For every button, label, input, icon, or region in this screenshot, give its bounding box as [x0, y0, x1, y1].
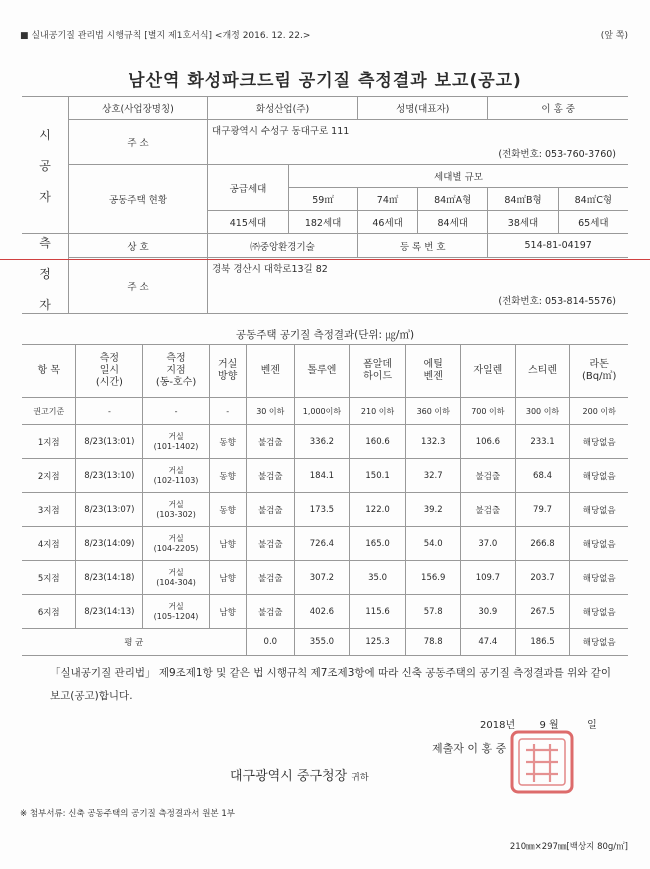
measurer-section-label: 측 정 자 [22, 234, 69, 314]
average-label: 평 균 [22, 629, 246, 656]
results-header-row-cell: 거실 방향 [209, 345, 246, 398]
scan-accent-line [0, 259, 650, 260]
results-header-row-cell: 라돈 (Bq/㎥) [570, 345, 628, 398]
table-row-cell: 거실 (104-2205) [143, 527, 209, 561]
standard-row-cell: - [209, 398, 246, 425]
results-header-row-cell: 항 목 [22, 345, 76, 398]
standard-row-cell: 200 이하 [570, 398, 628, 425]
table-row-cell: 해당없음 [570, 561, 628, 595]
results-header-row-cell: 스티렌 [515, 345, 570, 398]
units-84a: 84세대 [418, 211, 488, 234]
constructor-phone: (전화번호: 053-760-3760) [498, 149, 616, 160]
size-84a: 84㎡A형 [418, 188, 488, 211]
table-row-cell: 160.6 [349, 425, 406, 459]
units-59: 182세대 [289, 211, 358, 234]
table-row-cell: 해당없음 [570, 459, 628, 493]
form-header: ■ 실내공기질 관리법 시행규칙 [별지 제1호서식] <개정 2016. 12. 22.> [20, 31, 311, 41]
housing-status-label: 공동주택 현황 [69, 165, 208, 234]
official-seal-stamp [506, 726, 578, 798]
table-row-cell: 불검출 [246, 425, 295, 459]
table-row-cell: 32.7 [406, 459, 461, 493]
table-row-cell: 336.2 [295, 425, 350, 459]
table-row [22, 595, 628, 629]
size-59: 59㎡ [289, 188, 358, 211]
info-table [22, 96, 628, 314]
standard-row-cell: 210 이하 [349, 398, 406, 425]
average-cell: 125.3 [349, 629, 406, 656]
standard-row-cell: 360 이하 [406, 398, 461, 425]
submitter: 제출자 이 홍 중 [432, 742, 507, 755]
table-row-cell: 173.5 [295, 493, 350, 527]
table-row-cell: 37.0 [461, 527, 516, 561]
table-row-cell: 203.7 [515, 561, 570, 595]
table-row-cell: 8/23(14:13) [76, 595, 143, 629]
table-row-cell: 남향 [209, 527, 246, 561]
page-title: 남산역 화성파크드림 공기질 측정결과 보고(공고) [128, 71, 522, 91]
results-header-row-cell: 자일렌 [461, 345, 516, 398]
constructor-address-value: 대구광역시 수성구 동대구로 111 [212, 126, 350, 137]
results-header-row-cell: 톨루엔 [295, 345, 350, 398]
constructor-address-label: 주 소 [69, 120, 208, 165]
table-row-cell: 거실 (104-304) [143, 561, 209, 595]
units-84c: 65세대 [558, 211, 628, 234]
average-row [22, 629, 628, 656]
constructor-name-value: 화성산업(주) [208, 97, 358, 120]
size-84c: 84㎡C형 [558, 188, 628, 211]
table-row-cell: 122.0 [349, 493, 406, 527]
footnote: ※ 첨부서류: 신축 공동주택의 공기질 측정결과서 원본 1부 [20, 809, 235, 819]
seal-pattern [526, 744, 558, 782]
standard-row-cell: 권고기준 [22, 398, 76, 425]
measurer-name-label: 상 호 [69, 234, 208, 258]
date-year: 2018년 [480, 720, 516, 731]
table-row-cell: 165.0 [349, 527, 406, 561]
measurer-reg-label: 등 록 번 호 [358, 234, 488, 258]
results-header-row-cell: 측정 일시 (시간) [76, 345, 143, 398]
table-row-cell: 726.4 [295, 527, 350, 561]
table-row [22, 425, 628, 459]
table-row-cell: 불검출 [246, 527, 295, 561]
table-row-cell: 54.0 [406, 527, 461, 561]
date-day: 일 [587, 720, 597, 731]
results-header-row-cell: 폼알데 하이드 [349, 345, 406, 398]
standard-row-cell: 300 이하 [515, 398, 570, 425]
table-row-cell: 156.9 [406, 561, 461, 595]
results-title: 공동주택 공기질 측정결과(단위: ㎍/㎥) [235, 329, 415, 341]
standard-row-cell: - [143, 398, 209, 425]
table-row-cell: 402.6 [295, 595, 350, 629]
table-row-cell: 3지점 [22, 493, 76, 527]
table-row-cell: 132.3 [406, 425, 461, 459]
table-row-cell: 267.5 [515, 595, 570, 629]
statement-text: 「실내공기질 관리법」 제9조제1항 및 같은 법 시행규칙 제7조제3항에 따라 신축 공동주택의 공기질 측정결과를 위와 같이 보고(공고)합니다. [50, 667, 612, 702]
results-table [22, 344, 628, 656]
table-row-cell: 115.6 [349, 595, 406, 629]
average-cell: 355.0 [295, 629, 350, 656]
table-row-cell: 거실 (105-1204) [143, 595, 209, 629]
table-row-cell: 106.6 [461, 425, 516, 459]
table-row-cell: 8/23(14:09) [76, 527, 143, 561]
measurer-address-value: 경북 경산시 대학로13길 82 [212, 264, 328, 276]
table-row-cell: 동향 [209, 493, 246, 527]
size-74: 74㎡ [358, 188, 418, 211]
table-row-cell: 불검출 [461, 459, 516, 493]
table-row-cell: 79.7 [515, 493, 570, 527]
table-row-cell: 거실 (102-1103) [143, 459, 209, 493]
table-row-cell: 4지점 [22, 527, 76, 561]
supply-units-label: 공급세대 [208, 165, 289, 211]
standard-row-cell: - [76, 398, 143, 425]
constructor-rep-value: 이 홍 중 [488, 97, 628, 120]
results-header-row-cell: 에틸 벤젠 [406, 345, 461, 398]
table-row-cell: 5지점 [22, 561, 76, 595]
size-84b: 84㎡B형 [488, 188, 558, 211]
average-cell: 해당없음 [570, 629, 628, 656]
table-row-cell: 266.8 [515, 527, 570, 561]
standard-row-cell: 30 이하 [246, 398, 295, 425]
table-row-cell: 불검출 [246, 561, 295, 595]
total-units: 415세대 [208, 211, 289, 234]
table-row [22, 561, 628, 595]
units-84b: 38세대 [488, 211, 558, 234]
standard-row-cell: 700 이하 [461, 398, 516, 425]
table-row-cell: 8/23(14:18) [76, 561, 143, 595]
table-row-cell: 307.2 [295, 561, 350, 595]
standard-row [22, 398, 628, 425]
addressee-suffix: 귀하 [351, 773, 369, 783]
table-row-cell: 109.7 [461, 561, 516, 595]
table-row-cell: 남향 [209, 561, 246, 595]
measurer-address [208, 258, 629, 314]
results-header-row [22, 345, 628, 398]
table-row-cell: 남향 [209, 595, 246, 629]
table-row-cell: 57.8 [406, 595, 461, 629]
table-row-cell: 30.9 [461, 595, 516, 629]
measurer-reg-value: 514-81-04197 [488, 234, 628, 258]
table-row-cell: 동향 [209, 425, 246, 459]
unit-size-label: 세대별 규모 [289, 165, 629, 188]
table-row-cell: 거실 (103-302) [143, 493, 209, 527]
table-row-cell: 불검출 [246, 595, 295, 629]
table-row-cell: 68.4 [515, 459, 570, 493]
table-row-cell: 8/23(13:10) [76, 459, 143, 493]
table-row-cell: 불검출 [461, 493, 516, 527]
paper-spec: 210㎜×297㎜[백상지 80g/㎡] [509, 842, 628, 852]
table-row-cell: 동향 [209, 459, 246, 493]
results-header-row-cell: 측정 지점 (동-호수) [143, 345, 209, 398]
average-cell: 47.4 [461, 629, 516, 656]
table-row-cell: 거실 (101-1402) [143, 425, 209, 459]
table-row-cell: 불검출 [246, 493, 295, 527]
constructor-section-label: 시 공 자 [22, 97, 69, 234]
table-row [22, 459, 628, 493]
table-row-cell: 해당없음 [570, 527, 628, 561]
average-cell: 0.0 [246, 629, 295, 656]
average-cell: 78.8 [406, 629, 461, 656]
date-month: 9 월 [539, 720, 559, 731]
table-row-cell: 8/23(13:01) [76, 425, 143, 459]
table-row-cell: 2지점 [22, 459, 76, 493]
page-side-label: (앞 쪽) [600, 31, 628, 41]
addressee-name: 대구광역시 중구청장 [230, 769, 348, 784]
constructor-address [208, 120, 629, 165]
standard-row-cell: 1,000이하 [295, 398, 350, 425]
results-header-row-cell: 벤젠 [246, 345, 295, 398]
table-row [22, 527, 628, 561]
table-row-cell: 184.1 [295, 459, 350, 493]
constructor-rep-label: 성명(대표자) [358, 97, 488, 120]
table-row-cell: 해당없음 [570, 425, 628, 459]
table-row-cell: 불검출 [246, 459, 295, 493]
addressee [230, 765, 369, 784]
measurer-phone: (전화번호: 053-814-5576) [498, 296, 616, 307]
table-row-cell: 233.1 [515, 425, 570, 459]
table-row-cell: 1지점 [22, 425, 76, 459]
table-row [22, 493, 628, 527]
average-cell: 186.5 [515, 629, 570, 656]
table-row-cell: 39.2 [406, 493, 461, 527]
table-row-cell: 6지점 [22, 595, 76, 629]
table-row-cell: 8/23(13:07) [76, 493, 143, 527]
table-row-cell: 해당없음 [570, 595, 628, 629]
measurer-address-label: 주 소 [69, 258, 208, 314]
table-row-cell: 35.0 [349, 561, 406, 595]
units-74: 46세대 [358, 211, 418, 234]
table-row-cell: 150.1 [349, 459, 406, 493]
measurer-name-value: ㈜중앙환경기술 [208, 234, 358, 258]
constructor-name-label: 상호(사업장명칭) [69, 97, 208, 120]
table-row-cell: 해당없음 [570, 493, 628, 527]
